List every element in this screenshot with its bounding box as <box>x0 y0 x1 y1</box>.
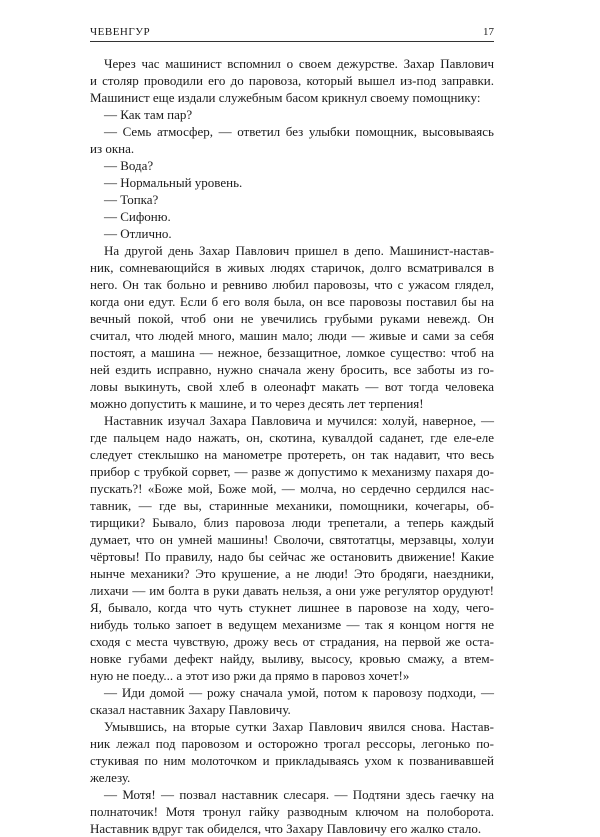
running-title: ЧЕВЕНГУР <box>90 26 151 38</box>
text-line: из окна. <box>90 141 135 156</box>
text-line: лихачи — им болта в руки давать нельзя, а они уже регулятор орудуют! <box>90 583 494 598</box>
text-line: думает, что он умней машины! Сволочи, святотатцы, мерзавцы, холуи <box>90 532 494 547</box>
text-line: Умывшись, на вторые сутки Захар Павлович явился снова. Настав- <box>104 719 494 734</box>
text-line: — Семь атмосфер, — ответил без улыбки помощник, высовываясь <box>104 124 494 139</box>
text-line: когда они едут. Если б его воля была, он все паровозы поставил бы на <box>90 294 494 309</box>
text-line: ней ездить исправно, нужно сначала жену бросить, все заботы из го- <box>90 362 494 377</box>
text-line: ную не поеду... а этот изо ржи да прямо в паровоз хочет!» <box>90 668 410 683</box>
text-line: Машинист еще издали служебным басом крикнул своему помощнику: <box>90 90 481 105</box>
header-rule <box>90 41 494 42</box>
text-line: стукивая по ним молоточком и прикладываясь ухом к позванивавшей <box>90 753 494 768</box>
text-line: — Сифоню. <box>104 209 171 224</box>
text-line: На другой день Захар Павлович пришел в депо. Машинист-настав- <box>104 243 494 258</box>
text-line: пускать?! «Боже мой, Боже мой, — молча, но сердечно сердился нас- <box>90 481 494 496</box>
text-line: — Отлично. <box>104 226 172 241</box>
text-line: нибудь только запоет в ведущем механизме — так я концом ногтя не <box>90 617 494 632</box>
body-text <box>90 55 494 837</box>
text-line: сходя с места чувствую, дрожу весь от страдания, на первой же оста- <box>90 634 494 649</box>
text-line: нынче механики? Это крушение, а не люди! Это бродяги, наездники, <box>90 566 494 581</box>
text-line: чёртовы! По правилу, надо бы сейчас же остановить движение! Какие <box>90 549 494 564</box>
text-line: железу. <box>90 770 131 785</box>
text-line: — Иди домой — рожу сначала умой, потом к паровозу подходи, — <box>104 685 494 700</box>
text-line: Через час машинист вспомнил о своем дежурстве. Захар Павлович <box>104 56 494 71</box>
text-line: — Мотя! — позвал наставник слесаря. — Подтяни здесь гаечку на <box>104 787 494 802</box>
text-line: следует стеклышко на манометре протереть, он так надавит, что весь <box>90 447 494 462</box>
text-line: ловы выкинуть, свой хлеб в олеонафт макать — вот тогда человека <box>90 379 494 394</box>
text-line: него. Он так больно и ревниво любил паровозы, что с ужасом глядел, <box>90 277 494 292</box>
text-line: вечный покой, чтоб они не увечились грубыми руками невежд. Он <box>90 311 494 326</box>
text-line: считал, что людей много, машин мало; люди — живые и сами за себя <box>90 328 494 343</box>
text-line: — Как там пар? <box>104 107 193 122</box>
text-line: новке губами дефект найду, выливу, высосу, кровью смажу, а втем- <box>90 651 494 666</box>
text-line: тирщики? Бывало, близ паровоза люди трепетали, а теперь каждый <box>90 515 494 530</box>
text-line: Я, бывало, когда что чуть стукнет лишнее в паровозе на ходу, чего- <box>90 600 494 615</box>
text-line: и столяр проводили его до паровоза, который вышел из-под заправки. <box>90 73 494 88</box>
text-line: полнаточик! Мотя тронул гайку разводным ключом на полоборота. <box>90 804 494 819</box>
text-line: ник, сомневающийся в живых людях старичок, долго всматривался в <box>90 260 494 275</box>
text-line: — Вода? <box>104 158 154 173</box>
text-line: ник лежал под паровозом и осторожно трогал рессоры, легонько по- <box>90 736 494 751</box>
text-line: постоят, а машина — нежное, беззащитное, ломкое существо: чтоб на <box>90 345 494 360</box>
text-line: сказал наставник Захару Павловичу. <box>90 702 291 717</box>
running-head <box>90 24 494 46</box>
text-line: Наставник изучал Захара Павловича и мучился: холуй, наверное, — <box>104 413 494 428</box>
text-line: — Топка? <box>104 192 159 207</box>
text-line: Наставник вдруг так обиделся, что Захару Павловичу его жалко стало. <box>90 821 482 836</box>
text-line: — Нормальный уровень. <box>104 175 243 190</box>
page-number: 17 <box>483 26 494 38</box>
text-line: тавник, — где вы, старинные механики, помощники, кочегары, об- <box>90 498 494 513</box>
text-line: прибор с трубкой сорвет, — разве ж допустимо к механизму пахаря до- <box>90 464 494 479</box>
text-line: можно допустить к машине, и то через десять лет терпения! <box>90 396 424 411</box>
text-line: где пальцем надо нажать, он, скотина, кувалдой саданет, где еле-еле <box>90 430 494 445</box>
